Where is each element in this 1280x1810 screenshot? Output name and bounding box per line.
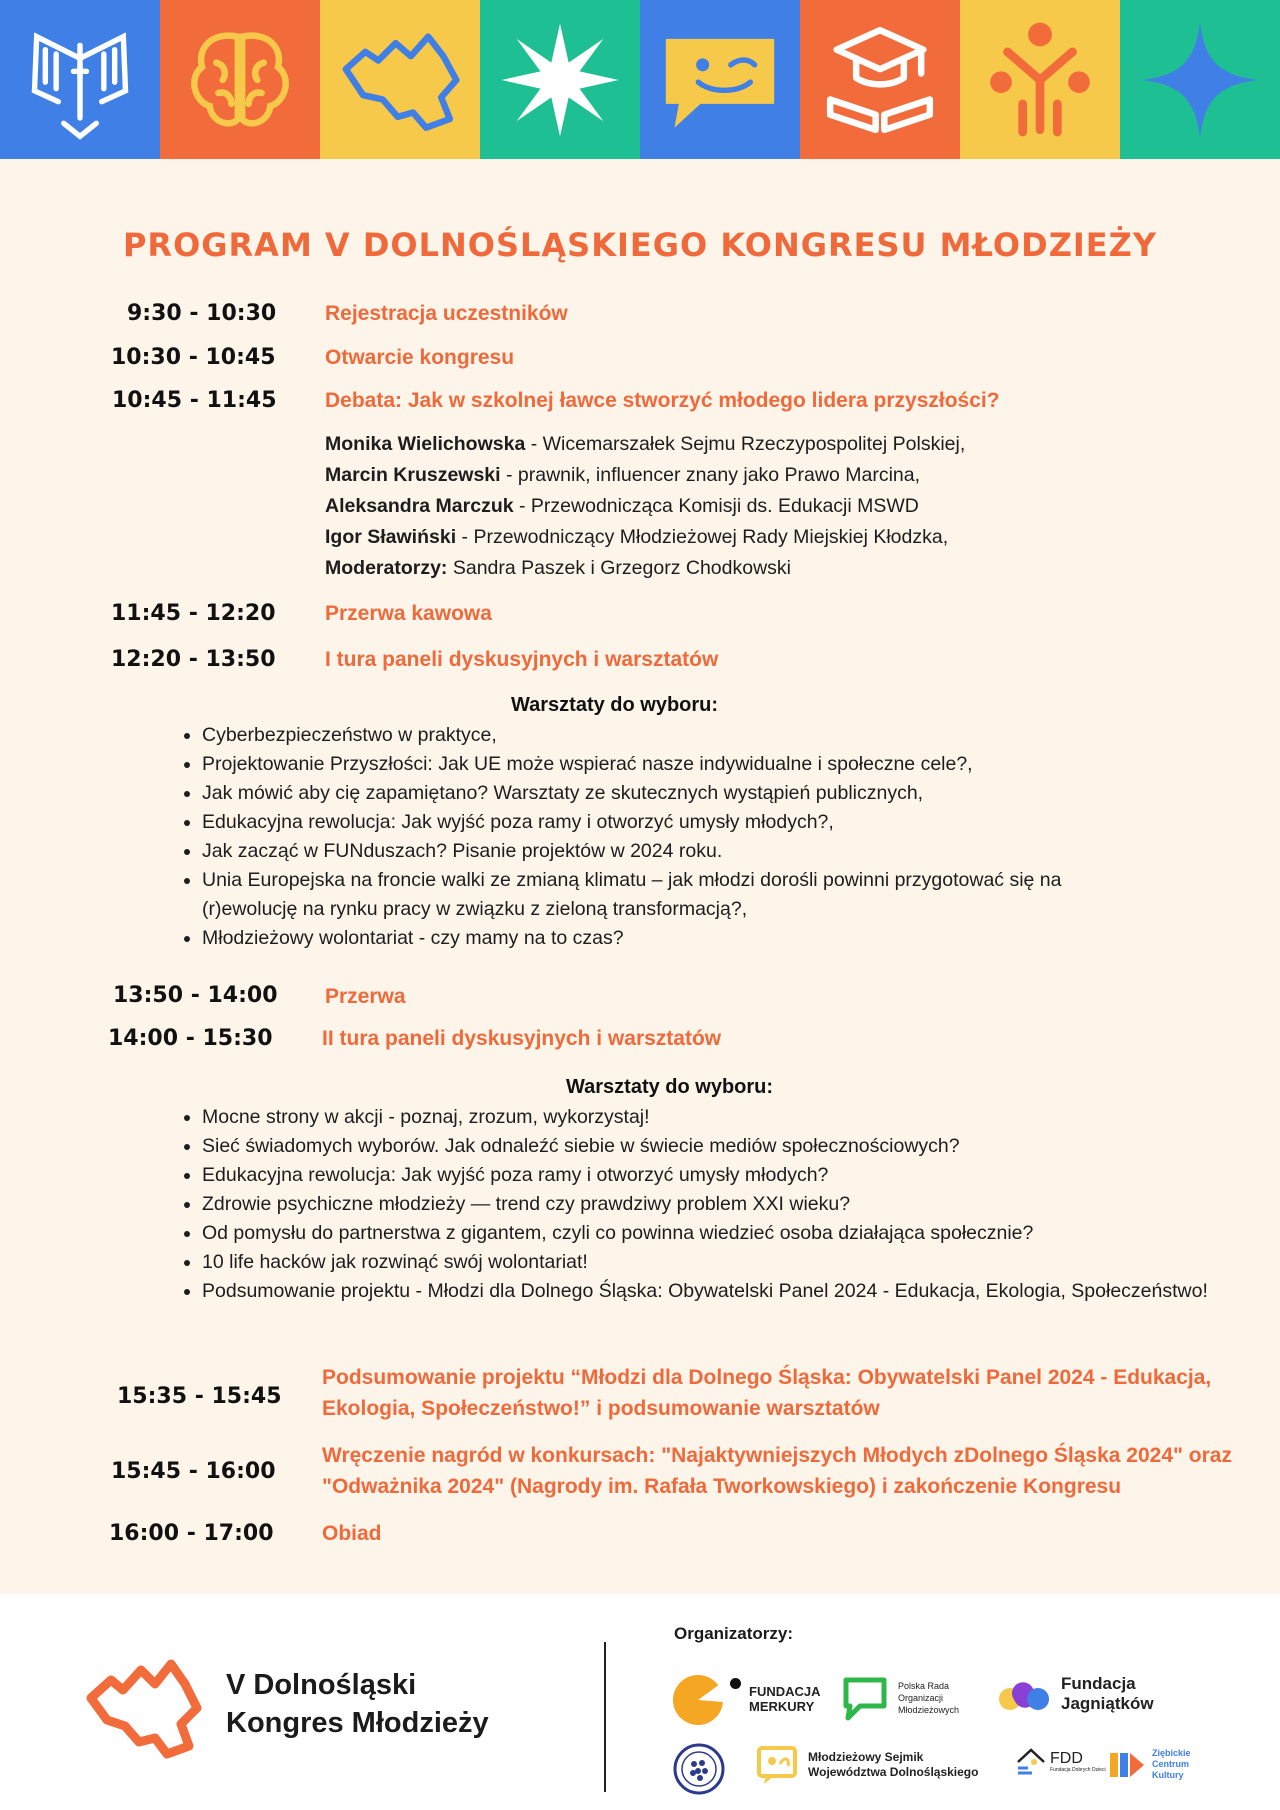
speaker-line: Moderatorzy: Sandra Paszek i Grzegorz Chodkowski (325, 557, 792, 579)
region-map-icon (335, 15, 465, 145)
list-item: • Sieć świadomych wyborów. Jak odnaleźć siebie w świecie mediów społecznościowych? (202, 1132, 1222, 1161)
workshops-heading: Warsztaty do wyboru: (511, 694, 719, 716)
slot-time: 14:00 - 15:30 (108, 1026, 273, 1051)
list-item: • Unia Europejska na froncie walki ze zmianą klimatu – jak młodzi dorośli powinni przygotować się na (r)ewolucję na rynku pracy w związku z zieloną transformacją?, (202, 866, 1062, 924)
merkury-logo-icon (670, 1672, 726, 1728)
list-item: • Edukacyjna rewolucja: Jak wyjść poza ramy i otworzyć umysły młodych? (202, 1161, 1222, 1190)
tile-graduation-book (800, 0, 960, 159)
logo-prom: Polska Rada Organizacji Młodzieżowych (840, 1674, 959, 1722)
people-icon (975, 15, 1105, 145)
workshops-heading: Warsztaty do wyboru: (566, 1076, 774, 1098)
sejmik-logo-icon (756, 1744, 800, 1786)
list-item: • Zdrowie psychiczne młodzieży — trend czy prawdziwy problem XXI wieku? (202, 1190, 1222, 1219)
tile-speech-bubble (640, 0, 800, 159)
list-item: • Podsumowanie projektu - Młodzi dla Dolnego Śląska: Obywatelski Panel 2024 - Edukacja, Ekologia, Społeczeństwo! (202, 1277, 1222, 1306)
slot-time: 15:45 - 16:00 (111, 1459, 276, 1484)
slot-time: 10:45 - 11:45 (112, 388, 277, 413)
seal-logo-icon (672, 1742, 726, 1796)
tile-people (960, 0, 1120, 159)
jagniatkow-logo-icon (995, 1672, 1053, 1716)
speech-bubble-wink-icon (655, 15, 785, 145)
slot-event: Otwarcie kongresu (325, 346, 515, 369)
graduation-book-icon (815, 15, 945, 145)
logo-mlodziezowy-sejmik: Młodzieżowy Sejmik Województwa Dolnośląskiego (756, 1744, 978, 1786)
slot-event: Rejestracja uczestników (325, 302, 568, 325)
eagle-icon (15, 15, 145, 145)
speaker-line: Marcin Kruszewski - prawnik, influencer znany jako Prawo Marcina, (325, 464, 921, 486)
tile-four-point-star (1120, 0, 1280, 159)
list-item: • Od pomysłu do partnerstwa z gigantem, czyli co powinna wiedzieć osoba działająca społecznie? (202, 1219, 1222, 1248)
list-item: • Młodzieżowy wolontariat - czy mamy na to czas? (202, 924, 1222, 953)
header-icon-strip (0, 0, 1280, 159)
star-burst-icon (495, 15, 625, 145)
tile-eagle (0, 0, 160, 159)
workshops-list-1 (180, 721, 1222, 953)
debate-speakers (325, 429, 1225, 584)
zck-logo-icon (1108, 1749, 1148, 1781)
list-item: • Projektowanie Przyszłości: Jak UE może wspierać nasze indywidualne i społeczne cele?, (202, 750, 1222, 779)
list-item: • Cyberbezpieczeństwo w praktyce, (202, 721, 1222, 750)
footer-divider (604, 1642, 606, 1792)
page-title: PROGRAM V DOLNOŚLĄSKIEGO KONGRESU MŁODZIEŻY (122, 226, 1158, 264)
slot-event: Debata: Jak w szkolnej ławce stworzyć młodego lidera przyszłości? (325, 389, 1000, 412)
logo-fundacja-merkury: FUNDACJA MERKURY (670, 1672, 831, 1728)
list-item: • Jak zacząć w FUNduszach? Pisanie projektów w 2024 roku. (202, 837, 1222, 866)
slot-event: II tura paneli dyskusyjnych i warsztatów (322, 1027, 722, 1050)
logo-seal (672, 1742, 726, 1796)
slot-time: 16:00 - 17:00 (109, 1521, 274, 1546)
tile-brain (160, 0, 320, 159)
slot-time: 10:30 - 10:45 (111, 345, 276, 370)
slot-time: 11:45 - 12:20 (111, 601, 276, 626)
speaker-line: Igor Sławiński - Przewodniczący Młodzieżowej Rady Miejskiej Kłodzka, (325, 526, 949, 548)
tile-region-map (320, 0, 480, 159)
logo-ziebickie-centrum-kultury: Ziębickie Centrum Kultury (1108, 1748, 1191, 1781)
list-item: • Jak mówić aby cię zapamiętano? Warsztaty ze skutecznych wystąpień publicznych, (202, 779, 1222, 808)
list-item: • Edukacyjna rewolucja: Jak wyjść poza ramy i otworzyć umysły młodych?, (202, 808, 1222, 837)
slot-event: I tura paneli dyskusyjnych i warsztatów (325, 648, 719, 671)
list-item: • Mocne strony w akcji - poznaj, zrozum, wykorzystaj! (202, 1103, 1222, 1132)
fdd-house-icon (1014, 1744, 1048, 1780)
slot-event: Wręczenie nagród w konkursach: "Najaktywniejszych Młodych zDolnego Śląska 2024" oraz "Odważnika 2024" (Nagrody im. Rafała Tworkowskiego) i zakończenie Kongresu (322, 1444, 1232, 1498)
four-point-star-icon (1135, 15, 1265, 145)
slot-event: Obiad (322, 1522, 382, 1545)
speaker-line: Aleksandra Marczuk - Przewodnicząca Komisji ds. Edukacji MSWD (325, 495, 919, 517)
slot-event: Podsumowanie projektu “Młodzi dla Dolnego Śląska: Obywatelski Panel 2024 - Edukacja, Ekologia, Społeczeństwo!” i podsumowanie warsztatów (322, 1366, 1212, 1420)
organizers-label: Organizatorzy: (674, 1624, 794, 1643)
logo-fdd: FDD Fundacja Dobrych Dzieci (1014, 1744, 1106, 1780)
slot-time: 12:20 - 13:50 (111, 647, 276, 672)
slot-event: Przerwa kawowa (325, 602, 492, 625)
speaker-line: Monika Wielichowska - Wicemarszałek Sejmu Rzeczypospolitej Polskiej, (325, 433, 966, 455)
prom-speech-icon (840, 1674, 890, 1722)
slot-time: 15:35 - 15:45 (117, 1384, 282, 1409)
workshops-list-2 (180, 1103, 1222, 1306)
footer (0, 1594, 1280, 1810)
brain-icon (175, 15, 305, 145)
list-item: • 10 life hacków jak rozwinąć swój wolontariat! (202, 1248, 1222, 1277)
slot-time: 9:30 - 10:30 (127, 301, 277, 326)
slot-time: 13:50 - 14:00 (113, 983, 278, 1008)
slot-event: Przerwa (325, 985, 406, 1008)
logo-fundacja-jagniatkow: Fundacja Jagniątków (995, 1672, 1154, 1716)
region-map-logo-icon (80, 1646, 206, 1766)
merkury-dot-icon (730, 1678, 741, 1689)
tile-star-burst (480, 0, 640, 159)
footer-brand: V Dolnośląski Kongres Młodzieży (226, 1669, 489, 1739)
